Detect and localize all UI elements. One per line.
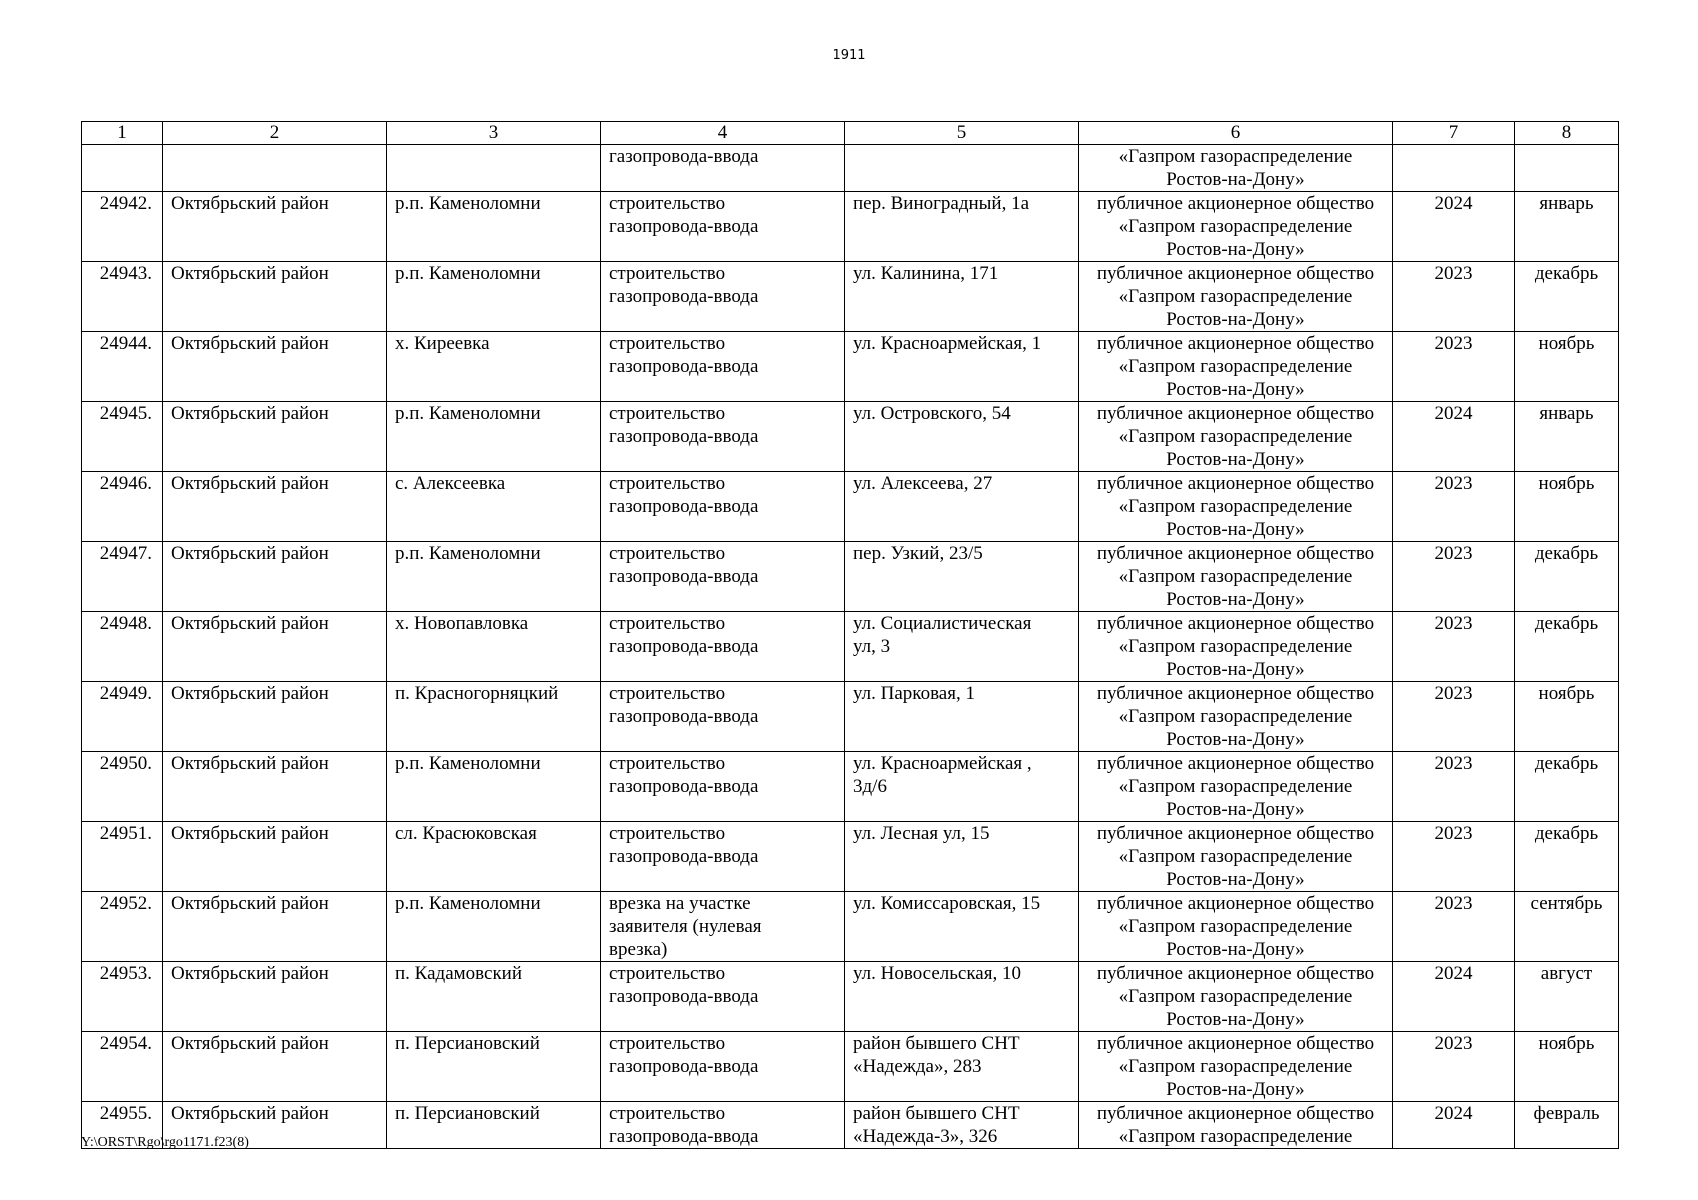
cell-number: 24948. <box>82 612 163 682</box>
cell-address: ул. Парковая, 1 <box>845 682 1079 752</box>
cell-work: строительство газопровода-ввода <box>601 612 845 682</box>
table-row <box>82 262 1619 332</box>
cell-work: строительство газопровода-ввода <box>601 1032 845 1102</box>
cell-address <box>845 145 1079 192</box>
cell-locality: р.п. Каменоломни <box>387 542 601 612</box>
cell-work: строительство газопровода-ввода <box>601 542 845 612</box>
cell-address: ул. Новосельская, 10 <box>845 962 1079 1032</box>
column-header-5: 5 <box>845 122 1079 145</box>
cell-number: 24953. <box>82 962 163 1032</box>
column-number-row <box>82 122 1619 145</box>
cell-district: Октябрьский район <box>163 192 387 262</box>
cell-district: Октябрьский район <box>163 1032 387 1102</box>
table-row <box>82 1032 1619 1102</box>
table-row <box>82 892 1619 962</box>
cell-work: врезка на участке заявителя (нулевая врезка) <box>601 892 845 962</box>
cell-organization: публичное акционерное общество «Газпром газораспределение Ростов-на-Дону» <box>1079 332 1393 402</box>
cell-number: 24955. <box>82 1102 163 1149</box>
cell-year: 2023 <box>1393 752 1515 822</box>
cell-number: 24943. <box>82 262 163 332</box>
continuation-row <box>82 145 1619 192</box>
cell-district <box>163 145 387 192</box>
table-row <box>82 612 1619 682</box>
table-row <box>82 332 1619 402</box>
cell-year: 2023 <box>1393 472 1515 542</box>
cell-number: 24946. <box>82 472 163 542</box>
cell-organization: публичное акционерное общество «Газпром газораспределение Ростов-на-Дону» <box>1079 472 1393 542</box>
cell-locality: п. Красногорняцкий <box>387 682 601 752</box>
cell-organization: публичное акционерное общество «Газпром газораспределение Ростов-на-Дону» <box>1079 682 1393 752</box>
cell-address: ул. Островского, 54 <box>845 402 1079 472</box>
cell-year: 2024 <box>1393 402 1515 472</box>
cell-month: февраль <box>1515 1102 1619 1149</box>
column-header-2: 2 <box>163 122 387 145</box>
cell-work: строительство газопровода-ввода <box>601 192 845 262</box>
cell-month: декабрь <box>1515 612 1619 682</box>
cell-organization: публичное акционерное общество «Газпром газораспределение Ростов-на-Дону» <box>1079 752 1393 822</box>
cell-locality: п. Кадамовский <box>387 962 601 1032</box>
cell-district: Октябрьский район <box>163 752 387 822</box>
column-header-3: 3 <box>387 122 601 145</box>
cell-organization: публичное акционерное общество «Газпром газораспределение Ростов-на-Дону» <box>1079 892 1393 962</box>
cell-month: ноябрь <box>1515 332 1619 402</box>
cell-month: сентябрь <box>1515 892 1619 962</box>
cell-address: ул. Алексеева, 27 <box>845 472 1079 542</box>
cell-address: ул. Социалистическая ул, 3 <box>845 612 1079 682</box>
table-row <box>82 682 1619 752</box>
cell-organization: «Газпром газораспределение Ростов-на-Дону» <box>1079 145 1393 192</box>
cell-year: 2023 <box>1393 262 1515 332</box>
cell-year: 2024 <box>1393 1102 1515 1149</box>
column-header-7: 7 <box>1393 122 1515 145</box>
cell-district: Октябрьский район <box>163 612 387 682</box>
table-row <box>82 752 1619 822</box>
cell-locality: р.п. Каменоломни <box>387 402 601 472</box>
cell-organization: публичное акционерное общество «Газпром газораспределение Ростов-на-Дону» <box>1079 542 1393 612</box>
cell-district: Октябрьский район <box>163 822 387 892</box>
cell-number: 24951. <box>82 822 163 892</box>
cell-district: Октябрьский район <box>163 1102 387 1149</box>
cell-number: 24949. <box>82 682 163 752</box>
cell-year: 2024 <box>1393 962 1515 1032</box>
cell-work: строительство газопровода-ввода <box>601 1102 845 1149</box>
cell-organization: публичное акционерное общество «Газпром газораспределение Ростов-на-Дону» <box>1079 402 1393 472</box>
cell-number: 24954. <box>82 1032 163 1102</box>
cell-number: 24950. <box>82 752 163 822</box>
cell-organization: публичное акционерное общество «Газпром газораспределение Ростов-на-Дону» <box>1079 612 1393 682</box>
cell-district: Октябрьский район <box>163 962 387 1032</box>
cell-work: строительство газопровода-ввода <box>601 752 845 822</box>
cell-work: строительство газопровода-ввода <box>601 332 845 402</box>
cell-month: декабрь <box>1515 752 1619 822</box>
cell-year: 2023 <box>1393 822 1515 892</box>
cell-district: Октябрьский район <box>163 472 387 542</box>
column-header-6: 6 <box>1079 122 1393 145</box>
cell-address: район бывшего СНТ «Надежда», 283 <box>845 1032 1079 1102</box>
cell-year: 2023 <box>1393 612 1515 682</box>
cell-work: строительство газопровода-ввода <box>601 402 845 472</box>
cell-district: Октябрьский район <box>163 892 387 962</box>
cell-work: газопровода-ввода <box>601 145 845 192</box>
cell-month: ноябрь <box>1515 1032 1619 1102</box>
cell-locality: сл. Красюковская <box>387 822 601 892</box>
data-table <box>81 121 1619 1149</box>
cell-address: пер. Узкий, 23/5 <box>845 542 1079 612</box>
cell-work: строительство газопровода-ввода <box>601 262 845 332</box>
cell-district: Октябрьский район <box>163 262 387 332</box>
cell-work: строительство газопровода-ввода <box>601 682 845 752</box>
cell-work: строительство газопровода-ввода <box>601 962 845 1032</box>
cell-organization: публичное акционерное общество «Газпром газораспределение Ростов-на-Дону» <box>1079 262 1393 332</box>
cell-organization: публичное акционерное общество «Газпром газораспределение Ростов-на-Дону» <box>1079 822 1393 892</box>
cell-address: пер. Виноградный, 1а <box>845 192 1079 262</box>
cell-address: район бывшего СНТ «Надежда-3», 326 <box>845 1102 1079 1149</box>
cell-year <box>1393 145 1515 192</box>
cell-address: ул. Красноармейская , 3д/6 <box>845 752 1079 822</box>
table-row <box>82 402 1619 472</box>
page-number: 1911 <box>832 48 866 63</box>
cell-address: ул. Красноармейская, 1 <box>845 332 1079 402</box>
cell-number <box>82 145 163 192</box>
column-header-4: 4 <box>601 122 845 145</box>
cell-locality: р.п. Каменоломни <box>387 262 601 332</box>
table-row <box>82 542 1619 612</box>
cell-year: 2023 <box>1393 682 1515 752</box>
cell-address: ул. Лесная ул, 15 <box>845 822 1079 892</box>
cell-year: 2023 <box>1393 1032 1515 1102</box>
cell-district: Октябрьский район <box>163 682 387 752</box>
cell-month: декабрь <box>1515 262 1619 332</box>
cell-district: Октябрьский район <box>163 332 387 402</box>
cell-month: ноябрь <box>1515 682 1619 752</box>
cell-locality: р.п. Каменоломни <box>387 892 601 962</box>
cell-number: 24952. <box>82 892 163 962</box>
cell-month: ноябрь <box>1515 472 1619 542</box>
file-path-footer: Y:\ORST\Rgo\rgo1171.f23(8) <box>81 1135 249 1150</box>
cell-year: 2024 <box>1393 192 1515 262</box>
cell-locality: р.п. Каменоломни <box>387 192 601 262</box>
table-row <box>82 472 1619 542</box>
table-row <box>82 962 1619 1032</box>
cell-month: январь <box>1515 192 1619 262</box>
cell-organization: публичное акционерное общество «Газпром газораспределение Ростов-на-Дону» <box>1079 1032 1393 1102</box>
cell-number: 24942. <box>82 192 163 262</box>
cell-district: Октябрьский район <box>163 402 387 472</box>
cell-organization: публичное акционерное общество «Газпром газораспределение Ростов-на-Дону» <box>1079 192 1393 262</box>
cell-month: декабрь <box>1515 542 1619 612</box>
cell-address: ул. Комиссаровская, 15 <box>845 892 1079 962</box>
cell-locality: х. Новопавловка <box>387 612 601 682</box>
cell-district: Октябрьский район <box>163 542 387 612</box>
cell-locality: п. Персиановский <box>387 1032 601 1102</box>
column-header-1: 1 <box>82 122 163 145</box>
cell-organization: публичное акционерное общество «Газпром газораспределение <box>1079 1102 1393 1149</box>
cell-locality: х. Киреевка <box>387 332 601 402</box>
cell-month: январь <box>1515 402 1619 472</box>
table-row <box>82 192 1619 262</box>
cell-number: 24944. <box>82 332 163 402</box>
cell-work: строительство газопровода-ввода <box>601 822 845 892</box>
cell-year: 2023 <box>1393 542 1515 612</box>
cell-number: 24945. <box>82 402 163 472</box>
cell-year: 2023 <box>1393 332 1515 402</box>
cell-year: 2023 <box>1393 892 1515 962</box>
cell-organization: публичное акционерное общество «Газпром газораспределение Ростов-на-Дону» <box>1079 962 1393 1032</box>
cell-locality: р.п. Каменоломни <box>387 752 601 822</box>
cell-locality <box>387 145 601 192</box>
table-row <box>82 1102 1619 1149</box>
cell-month: август <box>1515 962 1619 1032</box>
cell-month <box>1515 145 1619 192</box>
cell-month: декабрь <box>1515 822 1619 892</box>
column-header-8: 8 <box>1515 122 1619 145</box>
cell-number: 24947. <box>82 542 163 612</box>
cell-address: ул. Калинина, 171 <box>845 262 1079 332</box>
table-row <box>82 822 1619 892</box>
cell-locality: п. Персиановский <box>387 1102 601 1149</box>
cell-work: строительство газопровода-ввода <box>601 472 845 542</box>
cell-locality: с. Алексеевка <box>387 472 601 542</box>
